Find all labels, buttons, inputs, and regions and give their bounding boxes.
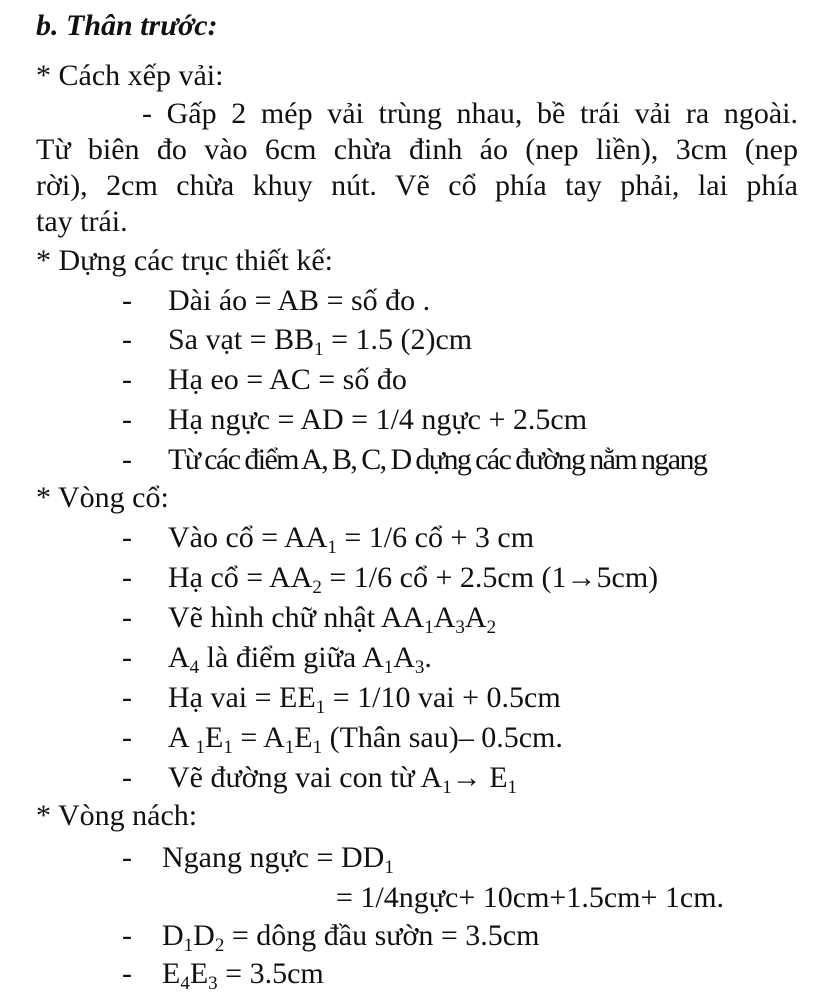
- list-item: Vào cổ = $AA_1 = 1/6$ cổ + 3 cm: [168, 521, 535, 558]
- list-dash: -: [122, 761, 132, 794]
- subsection-title-design-axes: * Dựng các trục thiết kế:: [36, 244, 333, 277]
- list-item: Dài áo = AB = số đo .: [168, 284, 431, 317]
- paragraph-line: rời), 2cm chừa khuy nút. Vẽ cổ phía tay phải, lai phía: [36, 169, 798, 202]
- list-dash: -: [122, 641, 132, 674]
- list-item-continuation: = 1/4ngực+ 10cm+1.5cm+ 1cm.: [336, 881, 725, 914]
- list-item: Hạ eo = AC = số đo: [168, 363, 407, 396]
- list-dash: -: [122, 601, 132, 634]
- list-dash: -: [122, 841, 132, 874]
- subsection-title-neckline: * Vòng cổ:: [36, 481, 169, 514]
- list-item: Từ các điểm A, B, C, D dựng các đường nằm ngang: [168, 443, 707, 476]
- list-dash: -: [122, 443, 132, 476]
- list-item: Hạ cổ = $AA_2 = 1/6$ cổ + 2.5cm (1→5cm): [168, 561, 659, 598]
- paragraph-fabric-folding: [36, 96, 798, 240]
- paragraph-line: tay trái.: [36, 205, 128, 238]
- subsection-title-armhole: * Vòng nách:: [36, 799, 198, 832]
- list-dash: -: [122, 721, 132, 754]
- list-dash: -: [122, 561, 132, 594]
- list-dash: -: [122, 284, 132, 317]
- list-item: Hạ ngực = AD = 1/4 ngực + 2.5cm: [168, 403, 588, 436]
- list-item: $A_4$ là điểm giữa $A_1A_3$.: [168, 641, 432, 678]
- list-item: Vẽ đường vai con từ $A_1\to E_1$: [168, 761, 518, 798]
- list-dash: -: [122, 919, 132, 952]
- subsection-title-fabric-folding: * Cách xếp vải:: [36, 59, 224, 92]
- list-item: $E_4E_3 = 3.5cm$: [162, 957, 324, 994]
- list-item: A $_1E_1 = A_1E_1$ (Thân sau)– 0.5cm.: [168, 721, 563, 758]
- list-dash: -: [122, 521, 132, 554]
- list-item: Hạ vai = $EE_1 = 1/10$ vai + 0.5cm: [168, 681, 561, 718]
- list-dash: -: [122, 363, 132, 396]
- list-item: Sa vạt = $BB_1 = 1.5$ (2)cm: [168, 323, 473, 360]
- list-item: Ngang ngực = $DD_1$: [162, 841, 394, 878]
- section-heading: b. Thân trước:: [36, 9, 218, 42]
- list-dash: -: [122, 681, 132, 714]
- list-item: $D_1D_2$ = dông đầu sườn = 3.5cm: [162, 919, 540, 956]
- list-dash: -: [122, 403, 132, 436]
- paragraph-line: - Gấp 2 mép vải trùng nhau, bề trái vải ra ngoài.: [142, 97, 798, 130]
- list-item: Vẽ hình chữ nhật $AA_1A_3A_2$: [168, 601, 497, 638]
- list-dash: -: [122, 323, 132, 356]
- paragraph-line: Từ biên đo vào 6cm chừa đinh áo (nep liền), 3cm (nep: [36, 133, 798, 166]
- list-dash: -: [122, 957, 132, 990]
